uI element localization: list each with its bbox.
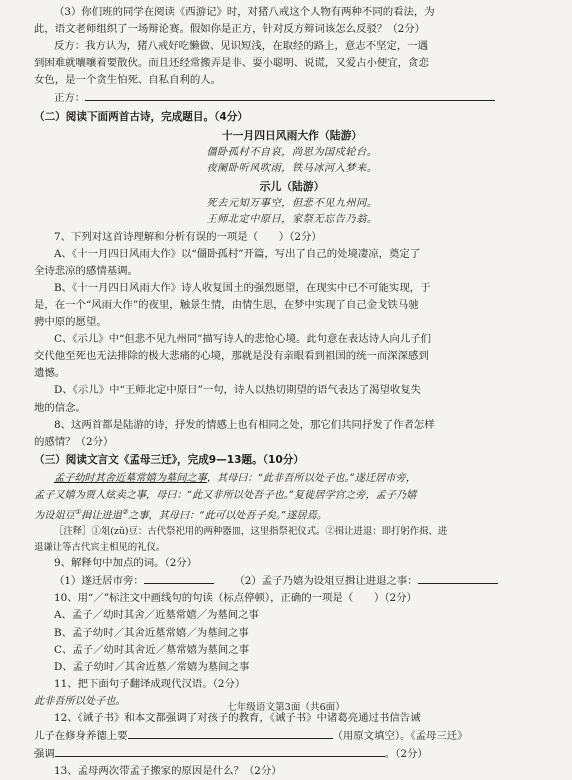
- q12-line-3-text-a: 强调: [34, 748, 55, 761]
- classical-text-part-c: 之事，其母曰：“此可以处吾子矣。”遂居焉。: [128, 510, 327, 522]
- q9-item-2-blank[interactable]: [418, 572, 498, 584]
- q11-stem: 11、把下面句子翻译成现代汉语。（2分）: [54, 677, 246, 690]
- q12-blank-1[interactable]: [128, 727, 333, 739]
- q7-option-a-line-1: A、《十一月四日风雨大作》以“僵卧孤村”开篇，写出了自己的处境凄凉，奠定了: [54, 247, 421, 260]
- q7-option-c-line-2: 交代他至死也无法排除的极大悲痛的心境，那就是没有亲眼看到祖国的统一而深深感到: [34, 350, 429, 363]
- q3-line-5: 女色，是一个贪生怕死、自私自利的人。: [34, 74, 222, 87]
- footnote-marker-1: ①: [74, 507, 82, 516]
- q12-line-3-text-b: 。（2分）: [384, 748, 428, 761]
- poem-2-line-1: 死去元知万事空，但悲不见九州同。: [206, 197, 378, 209]
- q12-blank-2[interactable]: [55, 745, 385, 757]
- classical-text-line-1-rest: ，其母曰：“此非吾所以处子也。”遂迁居市旁，: [206, 472, 416, 484]
- q7-stem: 7、下列对这首诗理解和分析有误的一项是（ ）（2分）: [54, 230, 322, 243]
- q7-option-b-line-1: B、《十一月四日风雨大作》诗人收复国土的强烈愿望，在现实中已不可能实现，于: [54, 281, 431, 294]
- page-footer: 七年级语文第3面（共6面）: [227, 702, 345, 713]
- section-2-heading: （二）阅读下面两首古诗，完成题目。（4分）: [34, 110, 248, 123]
- q7-option-c-line-1: C、《示儿》中“但悲不见九州同”描写诗人的悲怆心境。此句意在表达诗人向儿子们: [54, 333, 432, 346]
- q3-line-4: 到困难就嚷嚷着要散伙。而且还经常搬弄是非、耍小聪明、说谎，又爱占小便宜，贪恋: [34, 57, 429, 70]
- classical-text-line-3: [34, 504, 550, 524]
- q8-line-2: 的感情？（2分）: [34, 435, 114, 448]
- section-3-heading: （三）阅读文言文《孟母三迁》，完成9—13题。（10分）: [34, 453, 304, 466]
- annotation-line-2: 退谦让等古代宾主相见的礼仪。: [34, 541, 166, 553]
- poem-2-title: 示儿（陆游）: [259, 179, 325, 193]
- classical-text-part-a: 为设俎豆: [34, 510, 75, 522]
- footnote-marker-2: ②: [121, 507, 129, 516]
- q12-line-2: [34, 727, 550, 745]
- q7-option-b-line-3: 骋中原的愿望。: [34, 316, 107, 329]
- q7-option-a-line-2: 全诗悲凉的感情基调。: [34, 264, 138, 277]
- q9-items: [34, 572, 550, 590]
- underlined-sentence: 孟子幼时其舍近墓常嬉为墓间之事: [54, 472, 207, 484]
- q12-line-1: 12、《诫子书》和本文都强调了对孩子的教育，《诫子书》中诸葛亮通过书信告诫: [54, 711, 421, 724]
- q7-option-c-line-3: 遗憾。: [34, 367, 66, 380]
- q8-line-1: 8、这两首都是陆游的诗，抒发的情感上也有相同之处，那它们共同抒发了作者怎样: [54, 418, 435, 431]
- q7-option-d-line-2: 地的信念。: [34, 401, 86, 414]
- q10-option-c: C、孟子／幼时其舍近／墓常嬉为墓间之事: [54, 643, 249, 656]
- q12-line-2-text-b: （用原文填空）。《孟母三迁》: [332, 730, 468, 743]
- q7-option-b-line-2: 是，在一个“风雨大作”的夜里，触景生情，由情生思，在梦中实现了自己金戈铁马驰: [34, 298, 419, 311]
- q12-line-2-text-a: 儿子在修身养德上要: [34, 730, 128, 743]
- q13-stem: 13、孟母两次带孟子搬家的原因是什么？（2分）: [54, 765, 282, 778]
- q10-option-a: A、孟子／幼时其舍／近墓常嬉／为墓间之事: [54, 609, 259, 622]
- poem-1-line-1: 僵卧孤村不自哀，尚思为国戍轮台。: [206, 146, 378, 158]
- q9-stem: 9、解释句中加点的词。（2分）: [54, 557, 198, 570]
- q3-line-3: 反方：我方认为，猪八戒好吃懒做、见识短浅，在取经的路上，意志不坚定，一遇: [54, 40, 429, 53]
- classical-text-part-b: 揖让进退: [81, 510, 122, 522]
- q10-stem: 10、用“／”标注文中画线句的句读（标点停顿），正确的一项是（ ）（2分）: [54, 592, 417, 605]
- q10-option-b: B、孟子幼时／其舍近墓常嬉／为墓间之事: [54, 626, 249, 639]
- q3-answer-label: 正方：: [54, 92, 86, 105]
- q9-item-1-label: （1）遂迁居市旁：: [54, 575, 144, 588]
- poem-2-line-2: 王师北定中原日，家祭无忘告乃翁。: [206, 214, 378, 226]
- q9-item-1-blank[interactable]: [144, 572, 214, 584]
- q11-sentence: 此非吾所以处子也。: [34, 695, 126, 707]
- q12-line-3: [34, 745, 550, 763]
- poem-1-title: 十一月四日风雨大作（陆游）: [221, 128, 363, 142]
- q3-line-2: 此，语文老师组织了一场辩论赛。假如你是正方，针对反方辩词该怎么反驳？（2分）: [34, 23, 426, 36]
- classical-text-line-1: [34, 470, 550, 487]
- classical-text-line-2: 孟子又嬉为贾人炫卖之事，母曰：“此又非所以处吾子也。”复徙居学宫之旁，孟子乃嬉: [34, 489, 417, 501]
- q3-line-1: （3）你们班的同学在阅读《西游记》时，对猪八戒这个人物有两种不同的看法，为: [54, 6, 435, 18]
- poem-1-line-2: 夜阑卧听风吹雨，铁马冰河入梦来。: [206, 163, 378, 175]
- q9-item-2-label: （2）孟子乃嬉为设俎豆揖让进退之事：: [234, 575, 418, 588]
- q3-answer-line: [34, 89, 550, 107]
- q7-option-d-line-1: D、《示儿》中“王师北定中原日”一句，诗人以热切期望的语气表达了渴望收复失: [54, 384, 422, 397]
- annotation-line-1: ［注释］①俎(zǔ)豆：古代祭祀用的两种器皿，这里指祭祀仪式。②揖让进退：即打躬作揖、进: [54, 526, 448, 538]
- q3-answer-blank[interactable]: [85, 89, 495, 101]
- q10-option-d: D、孟子幼时／其舍近墓／常嬉为墓间之事: [54, 660, 250, 673]
